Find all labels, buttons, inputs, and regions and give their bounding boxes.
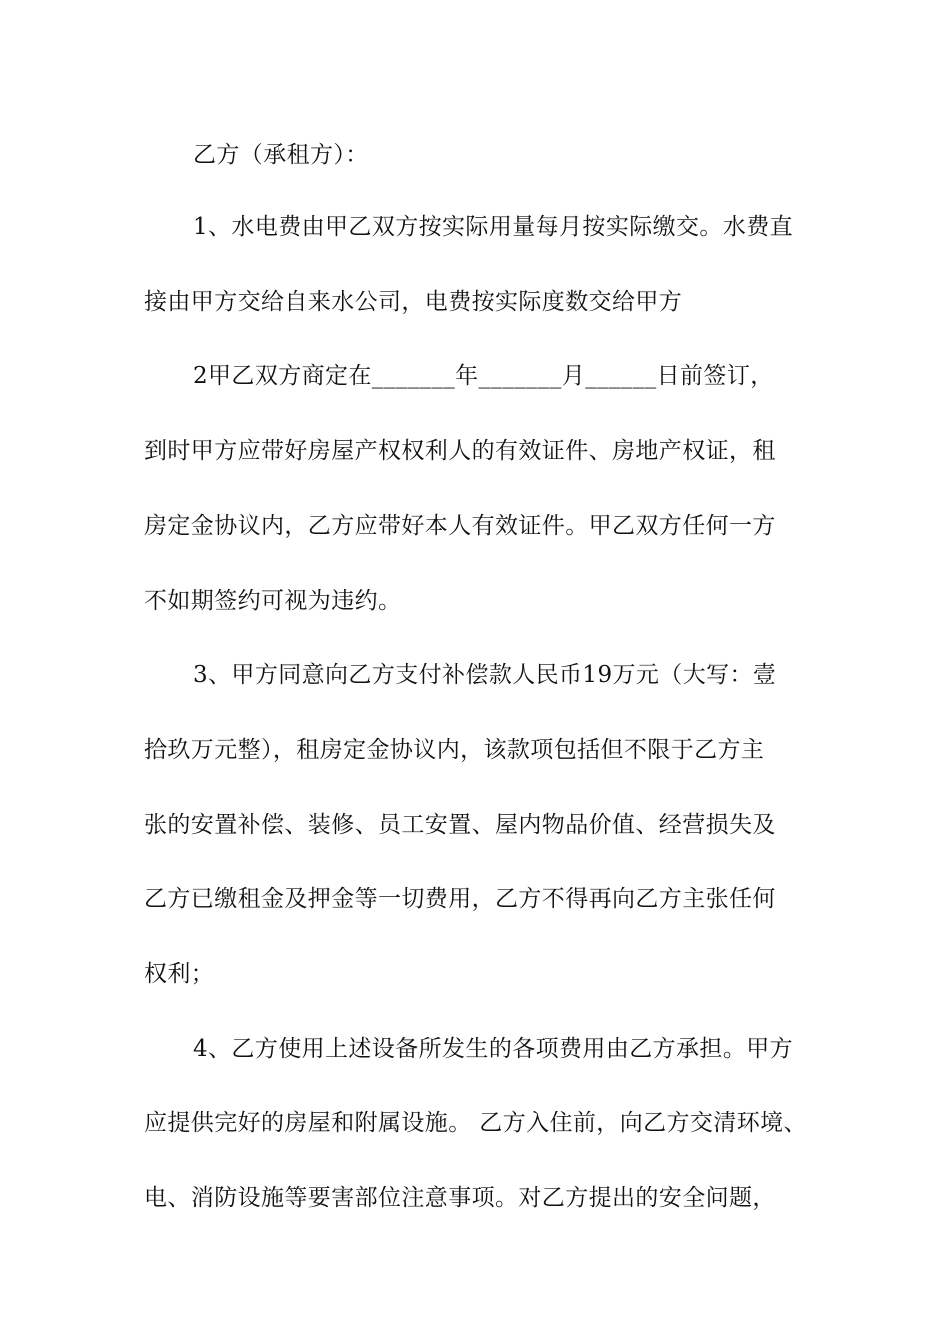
clause-1-line-2: 接由甲方交给自来水公司，电费按实际度数交给甲方: [144, 289, 683, 315]
clause-2-line-3: 房定金协议内，乙方应带好本人有效证件。甲乙双方任何一方: [144, 513, 776, 539]
clause-3-line-3: 张的安置补偿、装修、员工安置、屋内物品价值、经营损失及: [144, 812, 776, 838]
clause-2-line-2: 到时甲方应带好房屋产权权利人的有效证件、房地产权证，租: [144, 438, 776, 464]
clause-3-line-5: 权利；: [144, 961, 215, 987]
clause-2-line-4: 不如期签约可视为违约。: [144, 588, 402, 614]
clause-4-line-3: 电、消防设施等要害部位注意事项。对乙方提出的安全问题，: [144, 1185, 776, 1211]
clause-3-line-1: 3、甲方同意向乙方支付补偿款人民币19万元（大写：壹: [193, 662, 777, 688]
party-b-heading: 乙方（承租方）：: [193, 142, 369, 168]
clause-4-line-2: 应提供完好的房屋和附属设施。 乙方入住前，向乙方交清环境、: [144, 1110, 807, 1136]
clause-3-line-2: 拾玖万元整），租房定金协议内，该款项包括但不限于乙方主: [144, 737, 765, 763]
clause-2-line-1: 2甲乙双方商定在_______年_______月______日前签订，: [193, 363, 774, 389]
clause-4-line-1: 4、乙方使用上述设备所发生的各项费用由乙方承担。甲方: [193, 1036, 794, 1062]
clause-3-line-4: 乙方已缴租金及押金等一切费用，乙方不得再向乙方主张任何: [144, 886, 776, 912]
clause-1-line-1: 1、水电费由甲乙双方按实际用量每月按实际缴交。水费直: [193, 214, 794, 240]
